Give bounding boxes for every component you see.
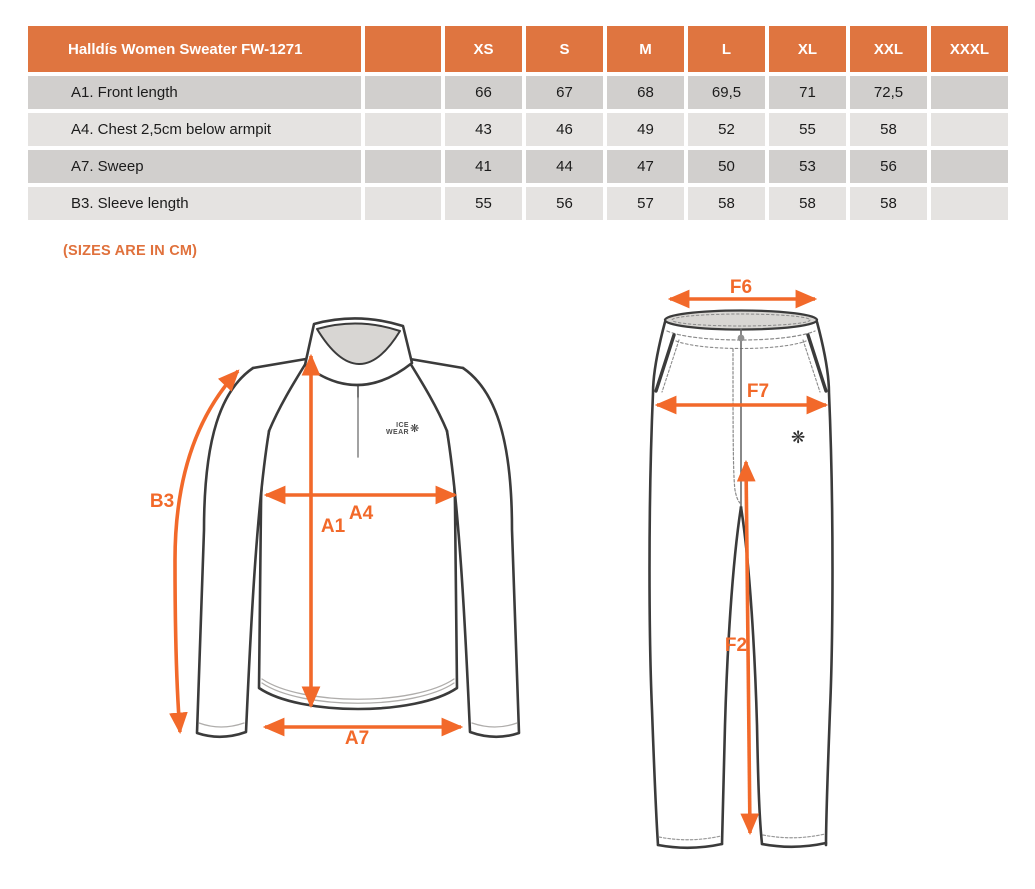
sizes-unit-note: (SIZES ARE IN CM) [63,243,198,259]
icewear-logo [386,422,419,436]
value-cell: 58 [850,113,927,146]
value-cell: 66 [445,76,522,109]
pants-button [738,335,745,342]
value-cell [931,76,1008,109]
table-title: Halldís Women Sweater FW-1271 [28,26,361,72]
a1-label: A1 [320,516,346,537]
value-cell: 58 [769,187,846,220]
value-cell: 46 [526,113,603,146]
size-header-l: L [688,26,765,72]
b3-label: B3 [149,491,175,512]
f7-label: F7 [746,381,770,402]
value-cell: 53 [769,150,846,183]
value-cell: 56 [850,150,927,183]
size-header-xxl: XXL [850,26,927,72]
f6-label: F6 [729,277,753,298]
value-cell: 55 [769,113,846,146]
measurement-diagrams [0,268,1035,889]
row-label: A4. Chest 2,5cm below armpit [28,113,361,146]
value-cell: 58 [688,187,765,220]
value-cell: 71 [769,76,846,109]
value-cell: 47 [607,150,684,183]
snowflake-icon: ❋ [791,428,806,447]
pants-drawing [650,311,833,848]
value-cell: 57 [607,187,684,220]
pants-waistband [665,311,817,330]
row-spacer-cell [365,76,441,109]
value-cell: 55 [445,187,522,220]
sweater-body-outline [259,431,457,709]
f2-label: F2 [724,635,748,656]
row-spacer-cell [365,113,441,146]
value-cell: 67 [526,76,603,109]
size-header-s: S [526,26,603,72]
snowflake-icon: ❋ [410,422,420,435]
value-cell: 49 [607,113,684,146]
value-cell: 58 [850,187,927,220]
row-spacer-cell [365,150,441,183]
row-label: B3. Sleeve length [28,187,361,220]
value-cell: 56 [526,187,603,220]
icewear-logo-line2: WEAR [386,429,409,436]
size-header-xs: XS [445,26,522,72]
value-cell [931,113,1008,146]
sweater-drawing [197,318,519,736]
value-cell: 69,5 [688,76,765,109]
value-cell: 44 [526,150,603,183]
value-cell: 50 [688,150,765,183]
size-table [28,26,1008,220]
size-header-xl: XL [769,26,846,72]
icewear-logo-line1: ICE [396,422,409,429]
value-cell: 41 [445,150,522,183]
row-label: A1. Front length [28,76,361,109]
size-header-m: M [607,26,684,72]
value-cell: 52 [688,113,765,146]
value-cell: 72,5 [850,76,927,109]
size-header-xxxl: XXXL [931,26,1008,72]
row-spacer-cell [365,187,441,220]
header-spacer-cell [365,26,441,72]
a7-label: A7 [344,728,370,749]
row-label: A7. Sweep [28,150,361,183]
a4-label: A4 [348,503,374,524]
value-cell [931,150,1008,183]
value-cell [931,187,1008,220]
value-cell: 43 [445,113,522,146]
value-cell: 68 [607,76,684,109]
